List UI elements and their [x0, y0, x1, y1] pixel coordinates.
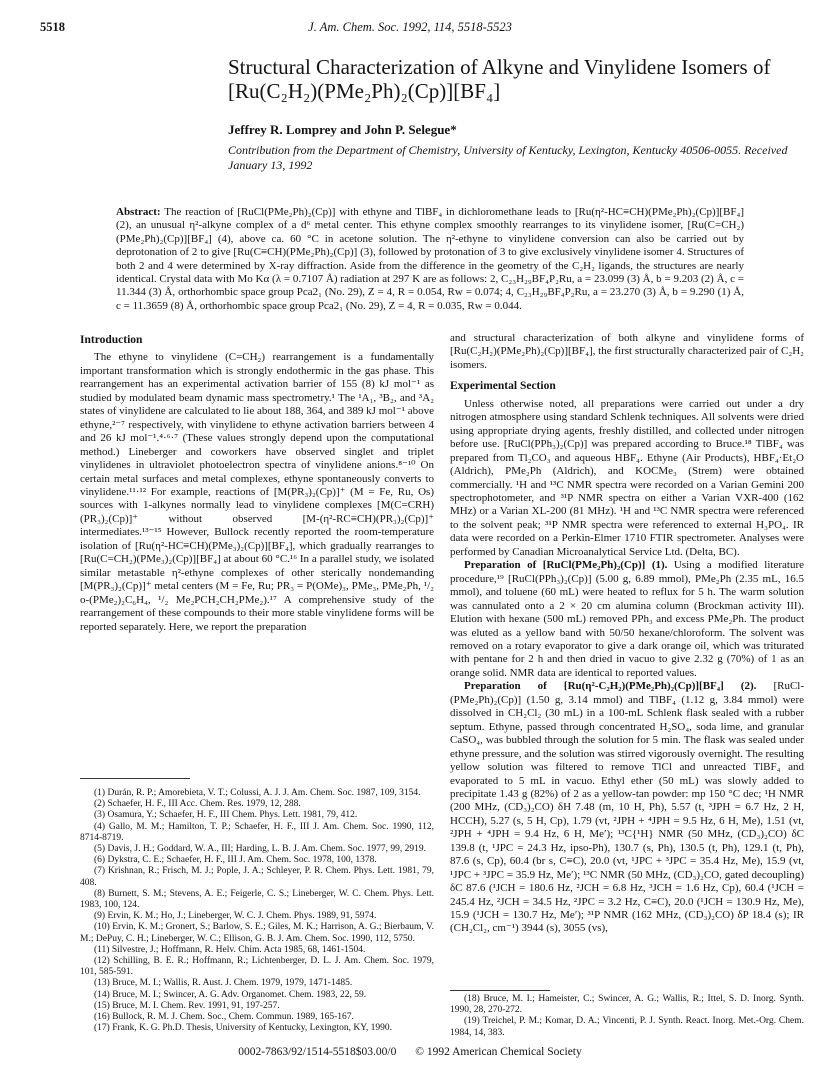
running-header — [40, 20, 780, 38]
copyright: © 1992 American Chemical Society — [415, 1046, 582, 1058]
page-footer — [0, 1046, 820, 1058]
footnotes-right — [450, 994, 804, 1039]
footnote: (7) Krishnan, R.; Frisch, M. J.; Pople, J. A.; Schleyer, P. R. Chem. Phys. Lett. 1981, 79, 408. — [80, 866, 434, 888]
footnote: (2) Schaefer, H. F., III Acc. Chem. Res. 1979, 12, 288. — [94, 799, 301, 810]
contribution-line: Contribution from the Department of Chemistry, University of Kentucky, Lexington, Kentucky 40506-0055. Received January 13, 1992 — [228, 143, 788, 172]
preparation-2-title: Preparation of [Ru(η²-C₂H₂)(PMe₂Ph)₂(Cp)][BF₄] (2). — [464, 680, 757, 693]
article-title: Structural Characterization of Alkyne and Vinylidene Isomers of [Ru(C₂H₂)(PMe₂Ph)₂(Cp)][BF₄] — [228, 55, 771, 103]
experimental-heading: Experimental Section — [450, 380, 556, 393]
footnote: (18) Bruce, M. I.; Hameister, C.; Swincer, A. G.; Wallis, R.; Ittel, S. D. Inorg. Synth. 1990, 28, 270-272. — [450, 994, 804, 1016]
footnote: (8) Burnett, S. M.; Stevens, A. E.; Feigerle, C. S.; Lineberger, W. C. Chem. Phys. Lett. 1983, 100, 124. — [80, 888, 434, 911]
page-number: 5518 — [40, 20, 65, 34]
footnote: (3) Osamura, Y.; Schaefer, H. F., III Chem. Phys. Lett. 1981, 79, 412. — [94, 810, 358, 821]
journal-citation: J. Am. Chem. Soc. 1992, 114, 5518-5523 — [308, 20, 512, 34]
preparation-1 — [450, 559, 804, 680]
footnote: (15) Bruce, M. I. Chem. Rev. 1991, 91, 197-257. — [94, 1000, 280, 1011]
right-column — [450, 332, 804, 936]
preparation-2-text: [RuCl-(PMe₂Ph)₂(Cp)] (1.50 g, 3.14 mmol) and TlBF₄ (1.12 g, 3.84 mmol) were dissolved in CH₂Cl₂ (30 mL) in a 100-mL Schlenk flask sealed with a rubber septum. Ethyne, passed through concentrated H₂SO₄, soda lime, and granular CaSO₄, was bubbled through the solution for 5 min. The flask was sealed under ethyne pressure, and the solution was stirred vigorously overnight. The resulting yellow solution was filtered to remove TlCl and unreacted TlBF₄ and evaporated to 5 mL in vacuo. Ethyl ether (50 mL) was slowly added to precipitate 1.43 g (82%) of 2 as a yellow-tan powder: mp 150 °C dec; ¹H NMR (200 MHz, (CD₃)₂CO) δH 7.48 (m, 10 H, Ph), 5.57 (t, ³JPH = 6.7 Hz, 2 H, HCCH), 5.27 (s, 5 H, Cp), 1.79 (vt, ²JPH + ⁴JPH = 9.5 Hz, 6 H, Me), 1.51 (vt, ²JPH + ⁴JPH = 9.4 Hz, 6 H, Me′); ¹³C{¹H} NMR (50 MHz, (CD₃)₂CO) δC 139.8 (t, ¹JPC = 24.3 Hz, ipso-Ph), 130.7 (s, Ph), 130.5 (t, Ph), 129.1 (t, Ph), 87.6 (s, Cp), 60.4 (br s, C≡C), 20.0 (vt, ¹JPC + ³JPC = 35.4 Hz, Me), 15.9 (vt, ¹JPC + ³JPC = 35.9 Hz, Me′); ¹³C NMR (50 MHz, (CD₃)₂CO, gated decoupling) δC 87.6 (¹JCH = 180.6 Hz, ²JCH = 6.8 Hz, ³JCH = 1.6 Hz, Cp), 60.4 (¹JCH = 245.4 Hz, ²JCH = 34.5 Hz, ²JPC = 3.2 Hz, C≡C), 20.0 (¹JCH = 130.9 Hz, Me), 15.9 (¹JCH = 130.7 Hz, Me′); ³¹P NMR (162 MHz, (CD₃)₂CO) δP 18.4 (s); IR (CH₂Cl₂, cm⁻¹) 3944 (s), 3055 (vs), — [450, 680, 804, 935]
footnote: (16) Bullock, R. M. J. Chem. Soc., Chem. Commun. 1989, 165-167. — [94, 1012, 354, 1023]
footnote: (1) Durán, R. P.; Amorebieta, V. T.; Colussi, A. J. J. Am. Chem. Soc. 1987, 109, 3154. — [94, 788, 421, 798]
footnote-rule-left — [80, 778, 190, 779]
footnote: (4) Gallo, M. M.; Hamilton, T. P.; Schaefer, H. F., III J. Am. Chem. Soc. 1990, 112, 8714-8719. — [80, 821, 434, 843]
footnote-rule-right — [450, 990, 550, 991]
footnote: (14) Bruce, M. I.; Swincer, A. G. Adv. Organomet. Chem. 1983, 22, 59. — [94, 989, 367, 1000]
footnote: (6) Dykstra, C. E.; Schaefer, H. F., III J. Am. Chem. Soc. 1978, 100, 1378. — [94, 855, 377, 866]
footnote: (10) Ervin, K. M.; Gronert, S.; Barlow, S. E.; Giles, M. K.; Harrison, A. G.; Bierbaum, V. M.; DePuy, C. H.; Lineberger, W. C.; Ellison, G. B. J. Am. Chem. Soc. 1990, 112, 5750. — [80, 922, 434, 944]
experimental-general: Unless otherwise noted, all preparations were carried out under a dry nitrogen atmosphere using standard Schlenk techniques. All solvents were dried using appropriate drying agents, freshly distilled, and collected under nitrogen before use. [RuCl(PPh₃)₂(Cp)] was prepared according to Bruce.¹⁸ TlBF₄ was prepared from Tl₂CO₃ and aqueous HBF₄. Ethyne (Air Products), HBF₄·Et₂O (Aldrich), PMe₂Ph (Aldrich), and KOCMe₃ (Strem) were obtained commercially. ¹H and ¹³C NMR spectra were recorded on a Varian Gemini 200 spectrophotometer, and ³¹P NMR spectra on either a Varian VXR-400 (162 MHz) or a Varian XL-200 (81 MHz). ¹H and ¹³C NMR spectra were referenced to the solvent peak; ³¹P NMR spectra were referenced to external H₃PO₄. IR data were recorded on a Perkin-Elmer 1710 FTIR spectrometer. Analyses were performed by Canadian Microanalytical Service Ltd. (Delta, BC). — [450, 397, 804, 558]
introduction-heading: Introduction — [80, 334, 143, 346]
preparation-1-title: Preparation of [RuCl(PMe₂Ph)₂(Cp)] (1). — [464, 559, 668, 572]
preparation-2 — [450, 680, 804, 936]
footnote: (11) Silvestre, J.; Hoffmann, R. Helv. Chim. Acta 1985, 68, 1461-1504. — [94, 944, 366, 955]
abstract — [116, 206, 744, 313]
introduction-continuation: and structural characterization of both alkyne and vinylidene forms of [Ru(C₂H₂)(PMe₂Ph)₂(Cp)][BF₄], the first structurally characterized pair of C₂H₂ isomers. — [450, 332, 804, 371]
footnotes-left — [80, 788, 434, 1034]
introduction-paragraph: The ethyne to vinylidene (C=CH₂) rearrangement is a fundamentally important transformation which is strongly endothermic in the gas phase. This rearrangement has an experimental activation barrier of 155 (8) kJ mol⁻¹ as studied by modulated beam dynamic mass spectrometry.¹ The ¹A₁, ³B₂, and ³A₂ states of vinylidene are calculated to lie about 188, 364, and 389 kJ mol⁻¹ above ethyne,²⁻⁷ respectively, with vinylidene to ethyne activation barriers between 4 and 26 kJ mol⁻¹.⁴·⁶·⁷ (These values strongly depend upon the computational method.) Lineberger and coworkers have observed singlet and triplet vinylidenes in ultraviolet photoelectron spectra of vinylidene anions.⁸⁻¹⁰ On certain metal surfaces and metal complexes, ethyne spontaneously converts to vinylidene.¹¹·¹² For example, reactions of [M(PR₃)₂(Cp)]⁺ (M = Fe, Ru, Os) sources with 1-alkynes normally lead to vinylidene complexes [M(C=CRH)(PR₃)₂(Cp)]⁺ without observed [M-(η²-RC≡CH)(PR₃)₂(Cp)]⁺ intermediates.¹³⁻¹⁵ However, Bullock recently reported the room-temperature isolation of [Ru(η²-HC≡CH)(PMe₃)₂(Cp)][BF₄], which gradually rearranges to [Ru(C=CH₂)(PMe₃)₂(Cp)][BF₄] at about 60 °C.¹⁶ In a parallel study, we isolated similar metastable η²-ethyne complexes of other sterically nondemanding [M(PR₃)₂(Cp)]⁺ metal centers (M = Fe, Ru; PR₃ = P(OMe)₃, PMe₃, PMe₂Ph, ¹/₂ o-(PMe₂)₂C₆H₄, ¹/₂ Me₂PCH₂CH₂PMe₂).¹⁷ A comprehensive study of the rearrangement of these compounds to their more stable vinylidene forms will be reported separately. Here, we report the preparation — [80, 351, 434, 633]
abstract-label: Abstract: — [116, 206, 161, 218]
article-code: 0002-7863/92/1514-5518$03.00/0 — [238, 1046, 397, 1058]
footnote: (9) Ervin, K. M.; Ho, J.; Lineberger, W. C. J. Chem. Phys. 1989, 91, 5974. — [94, 911, 377, 922]
footnote: (17) Frank, K. G. Ph.D. Thesis, University of Kentucky, Lexington, KY, 1990. — [94, 1023, 392, 1034]
footnote: (13) Bruce, M. I.; Wallis, R. Aust. J. Chem. 1979, 1979, 1471-1485. — [94, 978, 353, 989]
abstract-text: The reaction of [RuCl(PMe₂Ph)₂(Cp)] with ethyne and TlBF₄ in dichloromethane leads to [Ru(η²-HC≡CH)(PMe₂Ph)₂(Cp)][BF₄] (2), an unusual η²-alkyne complex of a d⁶ metal center. This ethyne complex smoothly rearranges to its vinylidene isomer, [Ru(C=CH₂)(PMe₂Ph)₂(Cp)][BF₄] (4), above ca. 60 °C in acetone solution. The η²-ethyne to vinylidene conversion can also be carried out by deprotonation of 2 to give [Ru(C≡CH)(PMe₂Ph)₂(Cp)] (3), followed by protonation of 3 to give exclusively vinylidene isomer 4. Structures of both 2 and 4 were determined by X-ray diffraction. Aside from the difference in the geometry of the C₂H₂ ligands, the structures are nearly identical. Crystal data with Mo Kα (λ = 0.7107 Å) radiation at 297 K are as follows: 2, C₂₃H₂₉BF₄P₂Ru, a = 23.099 (3) Å, b = 9.203 (2) Å, c = 11.344 (3) Å, orthorhombic space group Pca2₁ (No. 29), Z = 4, R = 0.054, Rw = 0.074; 4, C₂₃H₂₉BF₄P₂Ru, a = 23.270 (3) Å, b = 9.290 (1) Å, c = 11.3659 (8) Å, orthorhombic space group Pca2₁ (No. 29), Z = 4, R = 0.035, Rw = 0.044. — [116, 206, 744, 312]
left-column — [80, 332, 434, 634]
footnote: (5) Davis, J. H.; Goddard, W. A., III; Harding, L. B. J. Am. Chem. Soc. 1977, 99, 2919. — [94, 844, 426, 855]
footnote: (19) Treichel, P. M.; Komar, D. A.; Vincenti, P. J. Synth. React. Inorg. Met.-Org. Chem. 1984, 14, 383. — [450, 1016, 804, 1038]
footnote: (12) Schilling, B. E. R.; Hoffmann, R.; Lichtenberger, D. L. J. Am. Chem. Soc. 1979, 101, 585-591. — [80, 956, 434, 978]
preparation-1-text: Using a modified literature procedure,¹⁹ [RuCl(PPh₃)₂(Cp)] (5.00 g, 6.89 mmol), PMe₂Ph (2.35 mL, 16.5 mmol), and toluene (60 mL) were heated to reflux for 5 h. The warm solution was cannulated onto a 2 × 20 cm alumina column (Brockman activity III). Elution with hexane (500 mL) removed PPh₃ and excess PMe₂Ph. The product was eluted as a yellow band with 50/50 hexane/chloroform. The solvent was removed on a rotary evaporator to give a dark orange oil, which was triturated with pentane for 2 h and then dried in vacuo to give 2.32 g (70%) of 1 as an orange solid. NMR data are identical to reported values. — [450, 559, 805, 679]
article-authors: Jeffrey R. Lomprey and John P. Selegue* — [228, 122, 457, 137]
